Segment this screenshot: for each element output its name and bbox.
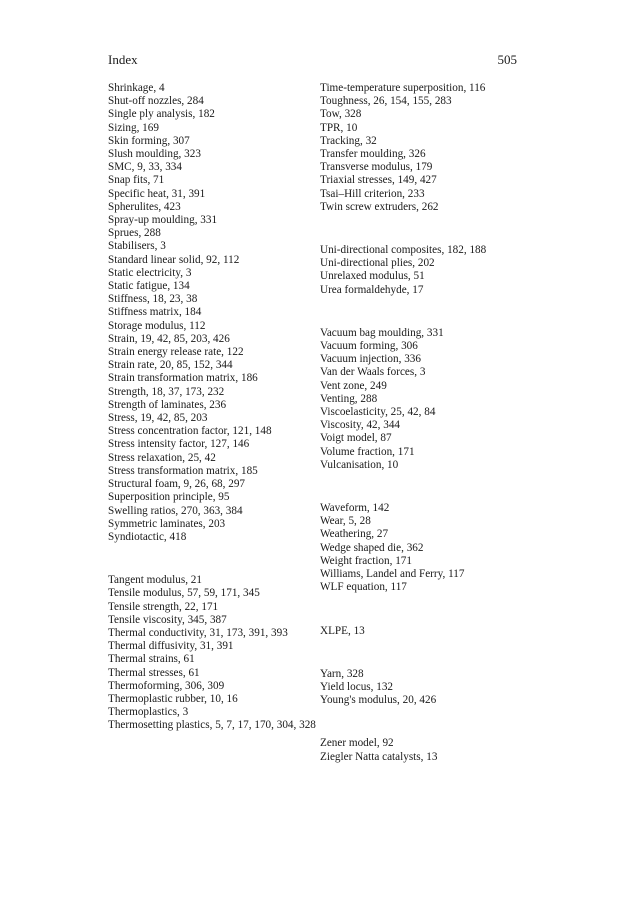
index-entry: Uni-directional plies, 202 <box>320 257 435 270</box>
index-entry: Tangent modulus, 21 <box>108 574 202 587</box>
page-header <box>108 50 517 70</box>
index-entry: XLPE, 13 <box>320 624 365 637</box>
index-entry: Ziegler Natta catalysts, 13 <box>320 750 438 763</box>
index-entry: Viscosity, 42, 344 <box>320 419 401 432</box>
index-entry: Snap fits, 71 <box>108 174 165 187</box>
index-entry: Stiffness, 18, 23, 38 <box>108 293 198 306</box>
index-entry: Spray-up moulding, 331 <box>108 214 218 227</box>
index-letter-group <box>320 625 520 638</box>
index-entry: Spherulites, 423 <box>108 200 181 213</box>
index-entry: SMC, 9, 33, 334 <box>108 161 182 174</box>
index-entry: Stress intensity factor, 127, 146 <box>108 438 250 451</box>
index-entry: Thermoforming, 306, 309 <box>108 679 225 692</box>
index-entry: Standard linear solid, 92, 112 <box>108 253 240 266</box>
index-entry: Toughness, 26, 154, 155, 283 <box>320 95 452 108</box>
index-entry: Stress relaxation, 25, 42 <box>108 451 216 464</box>
index-entry: Wedge shaped die, 362 <box>320 541 424 554</box>
index-entry: Slush moulding, 323 <box>108 148 201 161</box>
index-entry: Transverse modulus, 179 <box>320 161 433 174</box>
index-entry: Tensile strength, 22, 171 <box>108 600 219 613</box>
index-entry: Waveform, 142 <box>320 502 390 515</box>
index-entry: Storage modulus, 112 <box>108 319 206 332</box>
index-entry: Thermal strains, 61 <box>108 653 195 666</box>
index-entry: Volume fraction, 171 <box>320 445 415 458</box>
index-entry: Tsai–Hill criterion, 233 <box>320 187 425 200</box>
index-entry: Thermal diffusivity, 31, 391 <box>108 640 234 653</box>
index-entry: WLF equation, 117 <box>320 581 407 594</box>
index-entry: Thermoplastic rubber, 10, 16 <box>108 692 238 705</box>
index-entry: Tensile modulus, 57, 59, 171, 345 <box>108 587 260 600</box>
index-entry: Unrelaxed modulus, 51 <box>320 270 425 283</box>
index-entry: Viscoelasticity, 25, 42, 84 <box>320 406 436 419</box>
index-entry: Strength, 18, 37, 173, 232 <box>108 385 225 398</box>
index-letter-group <box>320 737 520 763</box>
index-entry: Young's modulus, 20, 426 <box>320 694 437 707</box>
index-entry: Yarn, 328 <box>320 667 364 680</box>
index-entry: Vacuum bag moulding, 331 <box>320 326 444 339</box>
index-entry: Stress transformation matrix, 185 <box>108 464 258 477</box>
index-entry: Thermosetting plastics, 5, 7, 17, 170, 304, 328 <box>108 719 316 732</box>
index-letter-group <box>320 82 520 214</box>
index-entry: Transfer moulding, 326 <box>320 148 426 161</box>
index-entry: Superposition principle, 95 <box>108 491 230 504</box>
index-letter-group <box>108 82 318 544</box>
index-entry: Venting, 288 <box>320 392 378 405</box>
running-head: Index <box>108 52 138 67</box>
index-entry: Vacuum forming, 306 <box>320 340 418 353</box>
index-entry: Tracking, 32 <box>320 134 377 147</box>
index-entry: Symmetric laminates, 203 <box>108 517 226 530</box>
index-entry: Static electricity, 3 <box>108 266 192 279</box>
index-letter-group <box>320 327 520 472</box>
index-entry: Stiffness matrix, 184 <box>108 306 202 319</box>
index-entry: Strain, 19, 42, 85, 203, 426 <box>108 332 230 345</box>
index-entry: Weight fraction, 171 <box>320 554 412 567</box>
index-entry: Static fatigue, 134 <box>108 280 190 293</box>
index-entry: Single ply analysis, 182 <box>108 108 215 121</box>
index-entry: Thermal conductivity, 31, 173, 391, 393 <box>108 626 288 639</box>
index-entry: Vulcanisation, 10 <box>320 458 399 471</box>
index-entry: Voigt model, 87 <box>320 432 392 445</box>
index-letter-group <box>108 574 318 732</box>
index-entry: Vacuum injection, 336 <box>320 353 421 366</box>
index-entry: Thermoplastics, 3 <box>108 706 189 719</box>
page-number: 505 <box>497 52 517 67</box>
index-entry: Williams, Landel and Ferry, 117 <box>320 568 465 581</box>
index-entry: Strain transformation matrix, 186 <box>108 372 258 385</box>
index-column-right <box>320 82 520 794</box>
index-letter-group <box>320 244 520 297</box>
index-entry: Sizing, 169 <box>108 121 159 134</box>
index-entry: Triaxial stresses, 149, 427 <box>320 174 437 187</box>
index-entry: Urea formaldehyde, 17 <box>320 283 424 296</box>
index-entry: Tow, 328 <box>320 108 362 121</box>
index-entry: Stabilisers, 3 <box>108 240 166 253</box>
index-entry: Sprues, 288 <box>108 227 161 240</box>
index-entry: Tensile viscosity, 345, 387 <box>108 613 227 626</box>
index-entry: Vent zone, 249 <box>320 379 387 392</box>
index-entry: Zener model, 92 <box>320 737 394 750</box>
index-entry: Thermal stresses, 61 <box>108 666 200 679</box>
index-entry: Syndiotactic, 418 <box>108 530 187 543</box>
index-entry: Stress concentration factor, 121, 148 <box>108 425 272 438</box>
index-entry: Van der Waals forces, 3 <box>320 366 426 379</box>
index-entry: Shut-off nozzles, 284 <box>108 95 204 108</box>
index-entry: Shrinkage, 4 <box>108 82 165 94</box>
index-entry: Weathering, 27 <box>320 528 389 541</box>
index-entry: Twin screw extruders, 262 <box>320 200 439 213</box>
index-entry: Structural foam, 9, 26, 68, 297 <box>108 478 246 491</box>
index-entry: Skin forming, 307 <box>108 134 190 147</box>
index-entry: Strain energy release rate, 122 <box>108 346 244 359</box>
index-entry: Strength of laminates, 236 <box>108 398 227 411</box>
index-letter-group <box>320 502 520 594</box>
index-entry: Time-temperature superposition, 116 <box>320 82 486 94</box>
index-entry: Wear, 5, 28 <box>320 515 371 528</box>
index-entry: Uni-directional composites, 182, 188 <box>320 244 487 257</box>
index-entry: Strain rate, 20, 85, 152, 344 <box>108 359 233 372</box>
index-letter-group <box>320 668 520 708</box>
index-entry: Yield locus, 132 <box>320 680 394 693</box>
index-entry: TPR, 10 <box>320 121 358 134</box>
index-entry: Swelling ratios, 270, 363, 384 <box>108 504 243 517</box>
index-entry: Stress, 19, 42, 85, 203 <box>108 412 208 425</box>
index-column-left <box>108 82 318 763</box>
index-entry: Specific heat, 31, 391 <box>108 187 206 200</box>
